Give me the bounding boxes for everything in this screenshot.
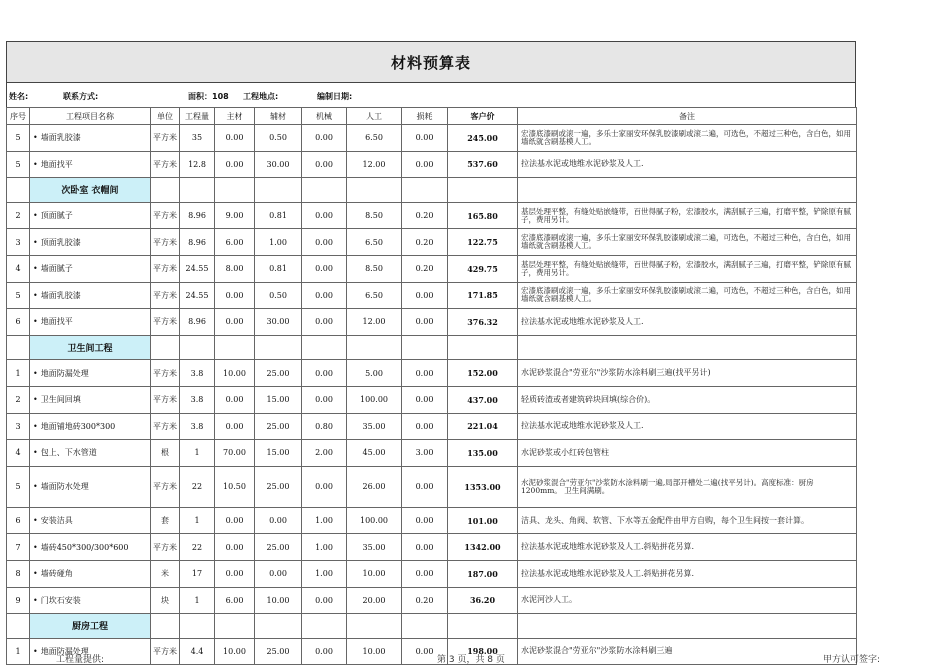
empty-cell [180,178,215,203]
table-row [7,587,857,614]
main-material-cell: 70.00 [215,440,255,467]
item-name-cell [30,466,151,507]
item-name-text: 地面找平 [40,317,73,327]
client-price-cell: 165.80 [448,202,518,229]
item-name-text: 卫生间回填 [40,395,81,405]
client-price-cell: 36.20 [448,587,518,614]
empty-cell [151,614,180,639]
main-material-cell: 0.00 [215,534,255,561]
unit-cell: 平方米 [151,386,180,413]
loss-cell: 0.00 [402,560,448,587]
empty-cell [7,178,30,203]
labor-cell: 35.00 [347,413,402,440]
loss-cell: 0.00 [402,151,448,178]
quantity-cell: 24.55 [180,255,215,282]
row-number-cell: 6 [7,309,30,336]
bullet-icon: • [33,569,38,579]
row-number-cell: 3 [7,229,30,256]
machinery-cell: 0.00 [302,360,347,387]
labor-cell: 20.00 [347,587,402,614]
empty-cell [448,335,518,360]
main-material-cell: 10.00 [215,638,255,665]
remark-cell: 宏漆底漆刷或滚一遍，多乐士家丽安环保乳胶漆刷或滚二遍，可选色，不超过三种色，含白色，如用墙纸就含刷基模人工。 [518,229,857,256]
unit-cell: 平方米 [151,125,180,152]
quantity-cell: 35 [180,125,215,152]
item-name-cell [30,440,151,467]
empty-cell [347,614,402,639]
footer-provider: 工程量提供: [56,655,105,665]
client-price-cell: 198.00 [448,638,518,665]
aux-material-cell: 0.81 [255,202,302,229]
empty-cell [448,614,518,639]
unit-cell: 平方米 [151,413,180,440]
item-name-cell [30,360,151,387]
bullet-icon: • [33,516,38,526]
item-name-text: 墙砖碰角 [40,569,73,579]
empty-cell [302,614,347,639]
machinery-cell: 0.80 [302,413,347,440]
bullet-icon: • [33,290,38,300]
aux-material-cell: 0.50 [255,125,302,152]
empty-cell [180,335,215,360]
machinery-cell: 0.00 [302,151,347,178]
quantity-cell: 24.55 [180,282,215,309]
site-label: 工程地点: [243,92,279,101]
unit-cell: 平方米 [151,360,180,387]
empty-cell [255,335,302,360]
remark-cell: 宏漆底漆刷或滚一遍，多乐士家丽安环保乳胶漆刷或滚二遍，可选色，不超过三种色，含白色，如用墙纸就含刷基模人工。 [518,282,857,309]
main-material-cell: 0.00 [215,413,255,440]
quantity-cell: 3.8 [180,413,215,440]
main-material-cell: 9.00 [215,202,255,229]
bullet-icon: • [33,421,38,431]
row-number-cell: 7 [7,534,30,561]
row-number-cell: 5 [7,151,30,178]
loss-cell: 0.00 [402,386,448,413]
row-number-cell: 2 [7,202,30,229]
client-price-cell: 429.75 [448,255,518,282]
machinery-cell: 1.00 [302,560,347,587]
item-name-cell [30,151,151,178]
main-material-cell: 0.00 [215,282,255,309]
machinery-cell: 1.00 [302,507,347,534]
machinery-cell: 0.00 [302,638,347,665]
table-row [7,560,857,587]
labor-cell: 100.00 [347,507,402,534]
item-name-text: 墙面乳胶漆 [40,133,81,143]
item-name-text: 地面找平 [40,159,73,169]
labor-cell: 12.00 [347,151,402,178]
table-row [7,507,857,534]
empty-cell [302,178,347,203]
table-row [7,466,857,507]
header-row [7,108,857,125]
loss-cell: 0.00 [402,507,448,534]
empty-cell [7,335,30,360]
aux-material-cell: 15.00 [255,440,302,467]
budget-sheet [6,41,856,665]
labor-cell: 10.00 [347,560,402,587]
labor-cell: 8.50 [347,255,402,282]
table-row [7,229,857,256]
contact-label: 联系方式: [63,92,99,101]
header-cell: 备注 [518,108,857,125]
quantity-cell: 12.8 [180,151,215,178]
unit-cell: 平方米 [151,229,180,256]
header-cell: 序号 [7,108,30,125]
item-name-text: 门坎石安装 [40,595,81,605]
loss-cell: 0.20 [402,587,448,614]
main-material-cell: 0.00 [215,309,255,336]
main-material-cell: 0.00 [215,125,255,152]
client-price-cell: 1342.00 [448,534,518,561]
unit-cell: 套 [151,507,180,534]
unit-cell: 平方米 [151,282,180,309]
row-number-cell: 4 [7,255,30,282]
loss-cell: 0.00 [402,309,448,336]
table-row [7,202,857,229]
client-price-cell: 537.60 [448,151,518,178]
labor-cell: 6.50 [347,125,402,152]
main-material-cell: 10.50 [215,466,255,507]
row-number-cell: 1 [7,360,30,387]
empty-cell [151,335,180,360]
quantity-cell: 8.96 [180,229,215,256]
quantity-cell: 22 [180,534,215,561]
aux-material-cell: 25.00 [255,638,302,665]
machinery-cell: 0.00 [302,255,347,282]
row-number-cell: 6 [7,507,30,534]
section-title: 次卧室 衣帽间 [30,178,151,203]
footer-page-number: 第 3 页，共 8 页 [437,655,505,665]
empty-cell [302,335,347,360]
empty-cell [518,335,857,360]
machinery-cell: 0.00 [302,282,347,309]
item-name-text: 地面防漏处理 [40,368,89,378]
row-number-cell: 1 [7,638,30,665]
labor-cell: 45.00 [347,440,402,467]
unit-cell: 平方米 [151,466,180,507]
client-price-cell: 437.00 [448,386,518,413]
labor-cell: 6.50 [347,282,402,309]
labor-cell: 10.00 [347,638,402,665]
machinery-cell: 2.00 [302,440,347,467]
client-price-cell: 245.00 [448,125,518,152]
quantity-cell: 22 [180,466,215,507]
bullet-icon: • [33,448,38,458]
name-label: 姓名: [9,92,29,101]
item-name-text: 地面防漏处理 [40,646,89,656]
unit-cell: 平方米 [151,255,180,282]
area-label: 面积：108 [188,92,229,101]
bullet-icon: • [33,595,38,605]
item-name-text: 顶面腻子 [40,211,73,221]
quantity-cell: 1 [180,587,215,614]
table-row [7,125,857,152]
loss-cell: 3.00 [402,440,448,467]
remark-cell: 水泥砂浆或小红砖包管柱 [518,440,857,467]
main-material-cell: 10.00 [215,360,255,387]
loss-cell: 0.00 [402,466,448,507]
empty-cell [180,614,215,639]
item-name-cell [30,413,151,440]
empty-cell [402,335,448,360]
empty-cell [255,614,302,639]
unit-cell: 平方米 [151,202,180,229]
header-cell: 主材 [215,108,255,125]
bullet-icon: • [33,264,38,274]
empty-cell [215,335,255,360]
loss-cell: 0.20 [402,229,448,256]
machinery-cell: 0.00 [302,587,347,614]
info-row [6,82,856,107]
item-name-text: 墙面乳胶漆 [40,290,81,300]
unit-cell: 块 [151,587,180,614]
item-name-cell [30,507,151,534]
item-name-cell [30,560,151,587]
bullet-icon: • [33,133,38,143]
labor-cell: 100.00 [347,386,402,413]
machinery-cell: 0.00 [302,466,347,507]
empty-cell [402,614,448,639]
page-title: 材料预算表 [390,53,471,72]
loss-cell: 0.00 [402,282,448,309]
row-number-cell: 2 [7,386,30,413]
item-name-cell [30,125,151,152]
empty-cell [448,178,518,203]
labor-cell: 5.00 [347,360,402,387]
row-number-cell: 3 [7,413,30,440]
client-price-cell: 135.00 [448,440,518,467]
client-price-cell: 187.00 [448,560,518,587]
header-cell: 单位 [151,108,180,125]
main-material-cell: 0.00 [215,386,255,413]
remark-cell: 宏漆底漆刷或滚一遍，多乐士家丽安环保乳胶漆刷或滚二遍，可选色，不超过三种色，含白色，如用墙纸就含刷基模人工。 [518,125,857,152]
client-price-cell: 122.75 [448,229,518,256]
machinery-cell: 0.00 [302,229,347,256]
labor-cell: 26.00 [347,466,402,507]
main-material-cell: 0.00 [215,151,255,178]
item-name-cell [30,386,151,413]
item-name-cell [30,255,151,282]
loss-cell: 0.00 [402,360,448,387]
remark-cell: 轻质砖渣或者建筑碎块回填(综合价)。 [518,386,857,413]
empty-cell [215,614,255,639]
client-price-cell: 171.85 [448,282,518,309]
machinery-cell: 0.00 [302,202,347,229]
row-number-cell: 5 [7,125,30,152]
section-row [7,335,857,360]
section-title: 卫生间工程 [30,335,151,360]
main-material-cell: 0.00 [215,560,255,587]
item-name-cell [30,534,151,561]
aux-material-cell: 0.00 [255,560,302,587]
item-name-text: 顶面乳胶漆 [40,237,81,247]
main-material-cell: 6.00 [215,229,255,256]
page-footer [0,652,950,666]
empty-cell [347,335,402,360]
bullet-icon: • [33,159,38,169]
machinery-cell: 0.00 [302,309,347,336]
row-number-cell: 8 [7,560,30,587]
aux-material-cell: 0.50 [255,282,302,309]
aux-material-cell: 1.00 [255,229,302,256]
bullet-icon: • [33,395,38,405]
aux-material-cell: 30.00 [255,151,302,178]
remark-cell: 拉法基水泥或地维水泥砂浆及人工. [518,309,857,336]
remark-cell: 基层处理平整，有缝处贴嵌缝带，百世得腻子粉，宏漆胶水，满刮腻子三遍，打磨平整，铲除原有腻子，费用另计。 [518,255,857,282]
quantity-cell: 8.96 [180,202,215,229]
labor-cell: 8.50 [347,202,402,229]
empty-cell [518,178,857,203]
aux-material-cell: 15.00 [255,386,302,413]
labor-cell: 6.50 [347,229,402,256]
client-price-cell: 376.32 [448,309,518,336]
bullet-icon: • [33,482,38,492]
bullet-icon: • [33,237,38,247]
machinery-cell: 1.00 [302,534,347,561]
item-name-cell [30,229,151,256]
loss-cell: 0.00 [402,413,448,440]
item-name-cell [30,587,151,614]
remark-cell: 水泥砂浆混合"劳亚尔"沙浆防水涂料刷三遍 [518,638,857,665]
table-row [7,440,857,467]
labor-cell: 12.00 [347,309,402,336]
main-material-cell: 8.00 [215,255,255,282]
item-name-text: 墙面腻子 [40,264,73,274]
table-row [7,386,857,413]
item-name-text: 墙砖450*300/300*600 [40,542,129,552]
labor-cell: 35.00 [347,534,402,561]
remark-cell: 水泥河沙人工。 [518,587,857,614]
row-number-cell: 5 [7,466,30,507]
loss-cell: 0.20 [402,202,448,229]
quantity-cell: 4.4 [180,638,215,665]
loss-cell: 0.00 [402,534,448,561]
remark-cell: 拉法基水泥或地维水泥砂浆及人工. [518,413,857,440]
item-name-cell [30,202,151,229]
bullet-icon: • [33,317,38,327]
bullet-icon: • [33,646,38,656]
empty-cell [7,614,30,639]
quantity-cell: 3.8 [180,386,215,413]
client-price-cell: 101.00 [448,507,518,534]
header-cell: 客户价 [448,108,518,125]
unit-cell: 米 [151,560,180,587]
table-row [7,282,857,309]
aux-material-cell: 25.00 [255,360,302,387]
main-material-cell: 6.00 [215,587,255,614]
remark-cell: 基层处理平整，有缝处贴嵌缝带，百世得腻子粉，宏漆胶水，满刮腻子三遍，打磨平整，铲除原有腻子，费用另计。 [518,202,857,229]
unit-cell: 平方米 [151,638,180,665]
quantity-cell: 3.8 [180,360,215,387]
client-price-cell: 152.00 [448,360,518,387]
row-number-cell: 5 [7,282,30,309]
aux-material-cell: 25.00 [255,466,302,507]
section-title: 厨房工程 [30,614,151,639]
unit-cell: 平方米 [151,309,180,336]
item-name-text: 安装洁具 [40,516,73,526]
loss-cell: 0.00 [402,638,448,665]
section-row [7,614,857,639]
quantity-cell: 1 [180,440,215,467]
bullet-icon: • [33,368,38,378]
date-label: 编制日期: [317,92,353,101]
remark-cell: 拉法基水泥或地维水泥砂浆及人工. [518,151,857,178]
client-price-cell: 1353.00 [448,466,518,507]
header-cell: 工程量 [180,108,215,125]
table-row [7,413,857,440]
table-body [7,125,857,665]
quantity-cell: 8.96 [180,309,215,336]
empty-cell [518,614,857,639]
table-row [7,360,857,387]
table-row [7,534,857,561]
item-name-cell [30,309,151,336]
main-material-cell: 0.00 [215,507,255,534]
aux-material-cell: 10.00 [255,587,302,614]
item-name-cell [30,282,151,309]
aux-material-cell: 0.00 [255,507,302,534]
budget-table [6,107,857,665]
row-number-cell: 4 [7,440,30,467]
section-row [7,178,857,203]
remark-cell: 水泥砂浆混合"劳亚尔"沙浆防水涂料刷一遍,局部开槽处二遍(找平另计)。高度标准：厨房1200mm。 卫生间满刷。 [518,466,857,507]
empty-cell [215,178,255,203]
loss-cell: 0.20 [402,255,448,282]
footer-signature: 甲方认可签字: [823,655,881,665]
empty-cell [151,178,180,203]
bullet-icon: • [33,542,38,552]
title-bar [6,41,856,82]
empty-cell [255,178,302,203]
bullet-icon: • [33,211,38,221]
aux-material-cell: 25.00 [255,413,302,440]
item-name-text: 墙面防水处理 [40,482,89,492]
empty-cell [402,178,448,203]
machinery-cell: 0.00 [302,386,347,413]
table-row [7,309,857,336]
unit-cell: 根 [151,440,180,467]
aux-material-cell: 0.81 [255,255,302,282]
header-cell: 工程项目名称 [30,108,151,125]
row-number-cell: 9 [7,587,30,614]
header-cell: 机械 [302,108,347,125]
machinery-cell: 0.00 [302,125,347,152]
header-cell: 损耗 [402,108,448,125]
remark-cell: 洁具、龙头、角阀、软管、下水等五金配件由甲方自购，每个卫生间按一套计算。 [518,507,857,534]
empty-cell [347,178,402,203]
client-price-cell: 221.04 [448,413,518,440]
aux-material-cell: 30.00 [255,309,302,336]
header-cell: 人工 [347,108,402,125]
item-name-text: 地面铺地砖300*300 [40,421,116,431]
remark-cell: 拉法基水泥或地维水泥砂浆及人工.斜贴拼花另算. [518,560,857,587]
remark-cell: 水泥砂浆混合"劳亚尔"沙浆防水涂料刷三遍(找平另计) [518,360,857,387]
quantity-cell: 17 [180,560,215,587]
loss-cell: 0.00 [402,125,448,152]
unit-cell: 平方米 [151,151,180,178]
quantity-cell: 1 [180,507,215,534]
remark-cell: 拉法基水泥或地维水泥砂浆及人工.斜贴拼花另算. [518,534,857,561]
header-cell: 辅材 [255,108,302,125]
table-row [7,255,857,282]
unit-cell: 平方米 [151,534,180,561]
item-name-text: 包上、下水管道 [40,448,97,458]
aux-material-cell: 25.00 [255,534,302,561]
table-row [7,151,857,178]
